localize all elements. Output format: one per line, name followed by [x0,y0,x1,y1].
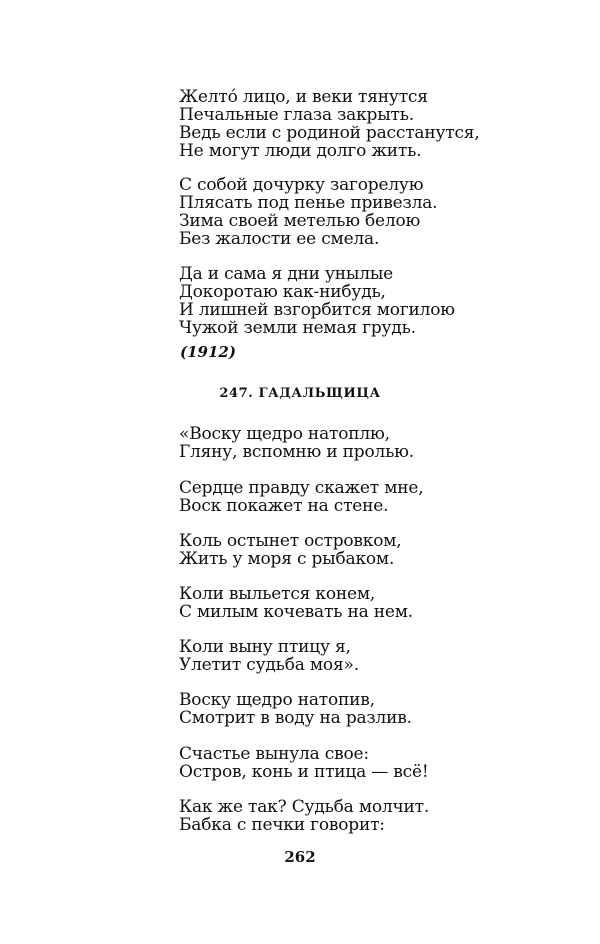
verse-line: Ведь если с родиной расстанутся, [179,123,480,143]
poem2-stanza-5 [179,638,579,674]
poem2-title: 247. ГАДАЛЬЩИЦА [219,386,381,401]
verse-line: Докоротаю как-нибудь, [179,282,386,302]
verse-line: Сердце правду скажет мне, [179,478,424,498]
poem1-stanza-1 [179,88,579,160]
poem1-stanza-2 [179,176,579,248]
verse-line: Улетит судьба моя». [179,655,359,675]
poem2-stanza-6 [179,691,579,727]
verse-line: Чужой земли немая грудь. [179,318,416,338]
poem2-stanza-7 [179,745,579,781]
verse-line: Желто́ лицо, и веки тянутся [179,87,428,107]
verse-line: Печальные глаза закрыть. [179,105,415,125]
verse-line: Воску щедро натопив, [179,690,375,710]
verse-line: Смотрит в воду на разлив. [179,708,412,728]
verse-line: С милым кочевать на нем. [179,602,413,622]
verse-line: Коль остынет островком, [179,531,402,551]
poem2-stanza-3 [179,532,579,568]
verse-line: Не могут люди долго жить. [179,141,422,161]
verse-line: Плясать под пенье привезла. [179,193,438,213]
verse-line: Коли выльется конем, [179,584,376,604]
poem2-stanza-8 [179,798,579,834]
verse-line: И лишней взгорбится могилою [179,300,455,320]
poem1-year: (1912) [180,343,236,361]
verse-line: Счастье вынула свое: [179,744,369,764]
verse-line: Без жалости ее смела. [179,229,380,249]
verse-line: Остров, конь и птица — всё! [179,762,429,782]
page-number: 262 [284,848,316,866]
verse-line: Да и сама я дни унылые [179,264,394,284]
poem2-stanza-2 [179,479,579,515]
verse-line: Зима своей метелью белою [179,211,421,231]
verse-line: «Воску щедро натоплю, [179,424,390,444]
poem2-stanza-1 [179,425,579,461]
verse-line: С собой дочурку загорелую [179,175,424,195]
verse-line: Воск покажет на стене. [179,496,389,516]
verse-line: Бабка с печки говорит: [179,815,385,835]
verse-line: Жить у моря с рыбаком. [179,549,395,569]
verse-line: Как же так? Судьба молчит. [179,797,430,817]
verse-line: Коли выну птицу я, [179,637,351,657]
poem1-stanza-3 [179,265,579,337]
verse-line: Гляну, вспомню и пролью. [179,442,414,462]
poem2-stanza-4 [179,585,579,621]
